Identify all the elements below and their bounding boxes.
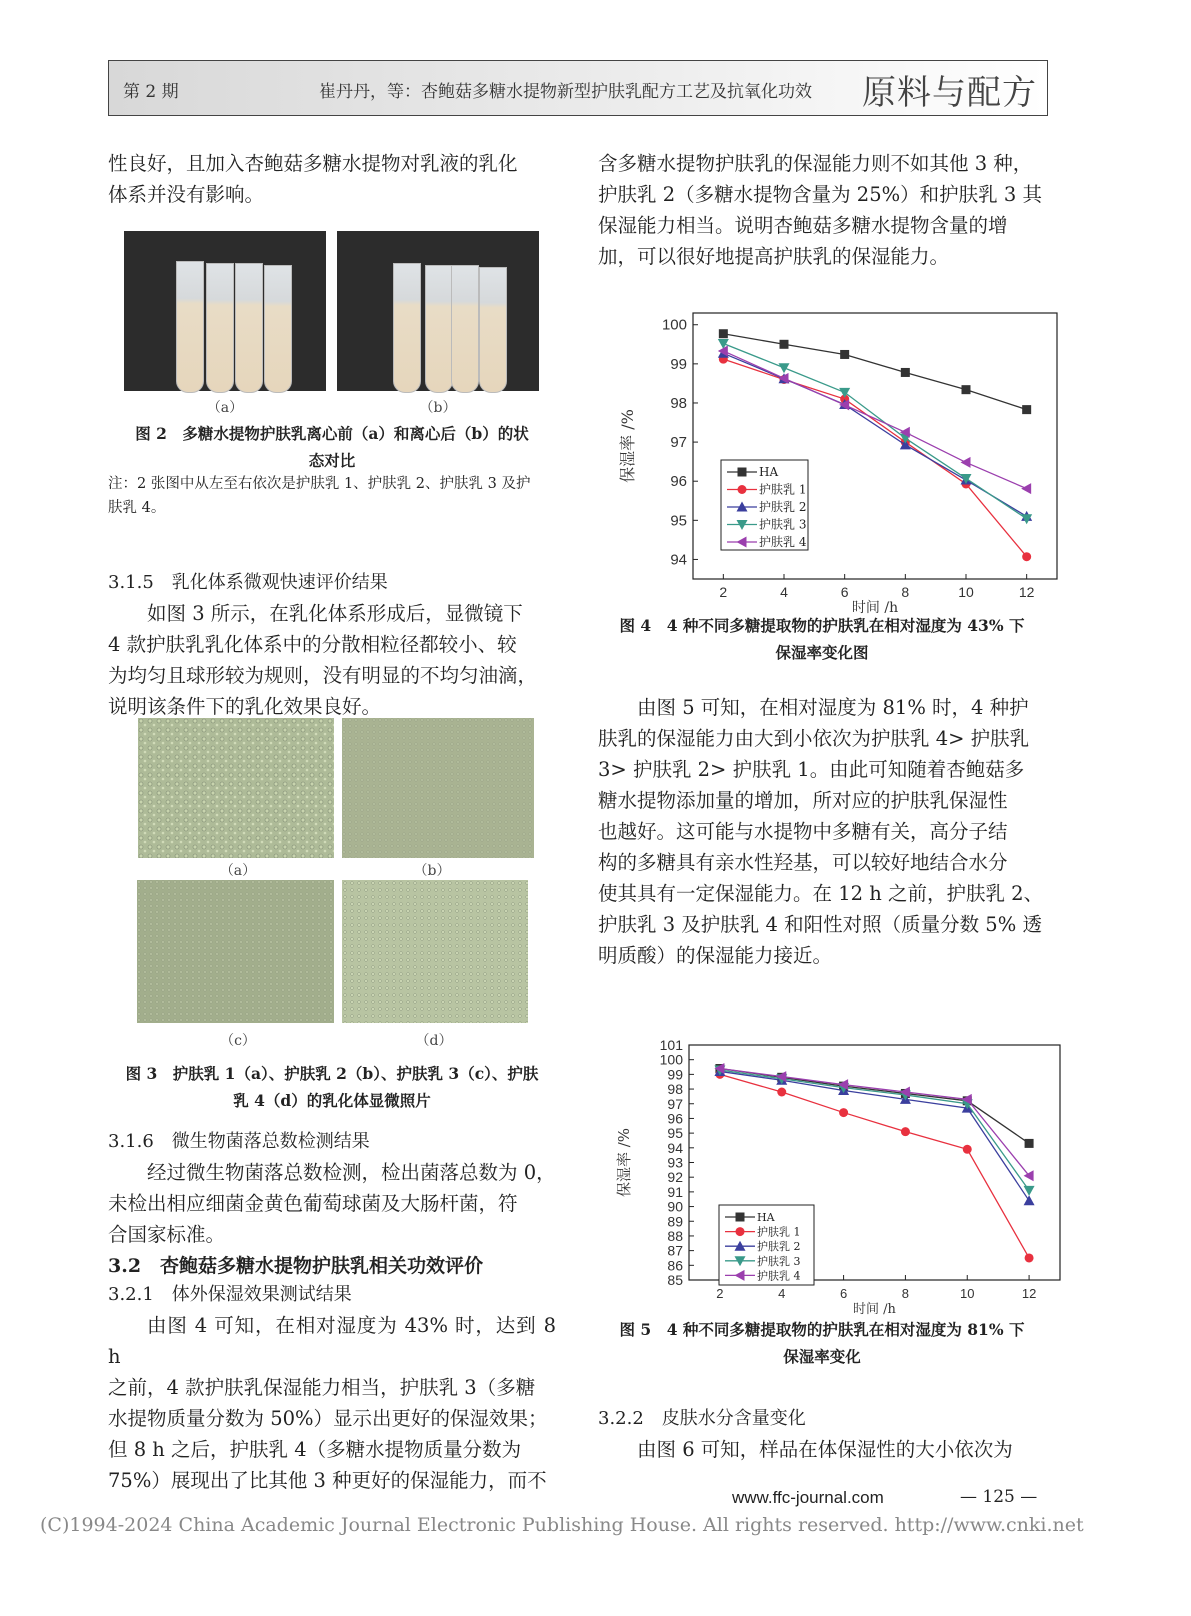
x-tick-label: 10 [958,584,974,600]
caption-line: 乳 4（d）的乳化体显微照片 [233,1091,431,1110]
text-line: 使其具有一定保湿能力。在 12 h 之前，护肤乳 2、 [598,882,1044,905]
issue-number: 第 2 期 [123,82,179,102]
y-tick-label: 96 [667,1110,683,1127]
legend-marker [736,1227,745,1236]
fig3-caption [108,1060,556,1114]
data-point [962,385,971,394]
data-point [839,388,850,398]
section-heading: 3.2.2 皮肤水分含量变化 [598,1408,806,1429]
y-tick-label: 95 [670,512,687,530]
fig3-sub-a: （a） [219,863,257,879]
y-tick-label: 98 [667,1081,683,1098]
legend [721,460,808,550]
text-line: 75%）展现出了比其他 3 种更好的保湿能力，而不 [108,1469,547,1492]
text-line: 之前，4 款护肤乳保湿能力相当，护肤乳 3（多糖 [108,1376,536,1399]
legend-marker [738,485,747,494]
caption-line: 图 3 护肤乳 1（a）、护肤乳 2（b）、护肤乳 3（c）、护肤 [125,1064,539,1083]
y-tick-label: 91 [667,1183,683,1200]
x-tick-label: 4 [780,584,788,600]
y-tick-label: 97 [670,434,687,452]
text-line: 3> 护肤乳 2> 护肤乳 1。由此可知随着杏鲍菇多 [598,758,1025,781]
caption-line: 图 5 4 种不同多糖提取物的护肤乳在相对湿度为 81% 下 [619,1320,1025,1339]
section-heading: 3.1.5 乳化体系微观快速评价结果 [108,572,388,593]
fig2-caption [108,420,556,474]
fig3a-micrograph [138,718,334,858]
section-3-1-5 [108,568,556,722]
text-line: 说明该条件下的乳化效果良好。 [108,695,382,718]
legend-label: 护肤乳 2 [759,500,807,514]
y-tick-label: 94 [667,1139,683,1156]
text-line: 由图 6 可知，样品在体保湿性的大小依次为 [637,1438,1013,1461]
legend-label: 护肤乳 4 [759,535,807,549]
series-3 [714,1065,1034,1195]
legend-label: HA [759,465,779,479]
fig4-chart [600,295,1060,616]
x-axis-label: 时间 /h [853,1302,896,1317]
page-number: — 125 — [960,1487,1038,1507]
y-tick-label: 99 [670,355,687,373]
y-tick-label: 89 [667,1213,683,1230]
legend-label: 护肤乳 2 [757,1240,801,1254]
data-point [1024,1195,1035,1205]
section-3-2 [108,1251,556,1281]
y-tick-label: 87 [667,1242,683,1259]
copyright-notice: (C)1994-2024 China Academic Journal Electronic Publishing House. All rights reserved. http://www.cnki.net [40,1514,1084,1536]
legend-label: 护肤乳 3 [759,517,807,532]
note-line: 肤乳 4。 [108,500,166,516]
text-line: 体系并没有影响。 [108,183,265,206]
section-heading: 3.2.1 体外保湿效果测试结果 [108,1284,352,1305]
running-header [108,60,1048,116]
text-line: 肤乳的保湿能力由大到小依次为护肤乳 4> 护肤乳 [598,727,1030,750]
x-tick-label: 12 [1021,1286,1037,1301]
fig2a-photo [124,231,326,391]
y-tick-label: 95 [667,1125,683,1142]
y-tick-label: 94 [670,551,687,569]
y-tick-label: 92 [667,1169,683,1186]
journal-url[interactable]: www.ffc-journal.com [732,1488,884,1507]
data-point [1025,1139,1034,1148]
fig2-note [108,472,556,520]
fig2b-photo [337,231,539,391]
text-line: 含多糖水提物护肤乳的保湿能力则不如其他 3 种， [598,152,1033,175]
tube [264,265,292,393]
caption-line: 保湿率变化图 [775,643,869,662]
fig2-sub-a: （a） [206,400,244,416]
y-tick-label: 93 [667,1154,683,1171]
caption-line: 态对比 [308,451,356,470]
y-tick-label: 88 [667,1227,683,1244]
text-line: 4 款护肤乳乳化体系中的分散相粒径都较小、较 [108,633,517,656]
legend-marker [738,468,747,477]
text-line: 也越好。这可能与水提物中多糖有关，高分子结 [598,820,1008,843]
text-line: 由图 5 可知，在相对湿度为 81% 时，4 种护 [637,696,1029,719]
tube [425,265,453,393]
data-point [840,350,849,359]
y-tick-label: 90 [667,1198,683,1215]
data-point [901,1127,910,1136]
text-line: 水提物质量分数为 50%）显示出更好的保湿效果； [108,1407,548,1430]
text-line: 护肤乳 2（多糖水提物含量为 25%）和护肤乳 3 其 [598,183,1042,206]
fig5-chart [600,1005,1060,1315]
note-line: 注：2 张图中从左至右依次是护肤乳 1、护肤乳 2、护肤乳 3 及护 [108,476,531,492]
x-tick-label: 10 [960,1286,975,1301]
fig3b-micrograph [342,718,534,858]
text-line: 明质酸）的保湿能力接近。 [598,944,833,967]
text-line: 为均匀且球形较为规则，没有明显的不均匀油滴， [108,664,538,687]
legend-label: 护肤乳 3 [757,1254,801,1268]
text-line: 由图 4 可知，在相对湿度为 43% 时，达到 8 h [108,1314,556,1368]
x-axis-label: 时间 /h [851,600,899,616]
text-line: 构的多糖具有亲水性羟基，可以较好地结合水分 [598,851,1008,874]
text-line: 未检出相应细菌金黄色葡萄球菌及大肠杆菌，符 [108,1192,518,1215]
caption-line: 图 4 4 种不同多糖提取物的护肤乳在相对湿度为 43% 下 [619,616,1025,635]
text-line: 合国家标准。 [108,1223,226,1246]
x-tick-label: 6 [840,584,849,600]
y-tick-label: 101 [659,1037,683,1053]
right-top-text [598,148,1046,272]
text-line: 经过微生物菌落总数检测，检出菌落总数为 0， [147,1161,556,1184]
fig3-sub-b: （b） [413,863,451,879]
fig3-sub-d: （d） [415,1033,453,1049]
legend-label: 护肤乳 1 [757,1225,801,1239]
data-point [963,1145,972,1154]
data-point [779,363,790,373]
tube [176,261,204,393]
x-tick-label: 8 [901,584,910,600]
section-heading: 3.2 杏鲍菇多糖水提物护肤乳相关功效评价 [108,1255,484,1277]
y-tick-label: 86 [667,1257,683,1274]
data-point [839,1108,848,1117]
y-tick-label: 100 [659,1051,683,1068]
legend [719,1205,814,1285]
column-name: 原料与配方 [862,73,1037,113]
x-tick-label: 4 [778,1286,786,1301]
right-mid-text [598,692,1046,971]
y-tick-label: 97 [667,1095,683,1112]
x-tick-label: 6 [839,1286,848,1301]
fig4-caption [598,612,1046,666]
legend-marker [736,1213,745,1222]
tube [451,265,479,393]
tube [235,263,263,393]
section-3-2-2 [598,1404,1046,1465]
x-tick-label: 8 [901,1286,910,1301]
text-line: 如图 3 所示，在乳化体系形成后，显微镜下 [147,602,523,625]
data-point [777,1088,786,1097]
fig5-caption [598,1316,1046,1370]
data-point [1025,1253,1034,1262]
text-line: 护肤乳 3 及护肤乳 4 和阳性对照（质量分数 5% 透 [598,913,1042,936]
data-point [1022,552,1031,561]
fig3c-micrograph [137,880,334,1023]
tube [479,267,507,393]
caption-line: 保湿率变化 [783,1347,861,1366]
legend-label: 护肤乳 4 [757,1269,801,1283]
legend-label: 护肤乳 1 [759,482,807,497]
caption-line: 图 2 多糖水提物护肤乳离心前（a）和离心后（b）的状 [135,424,529,443]
data-point [1021,483,1031,494]
x-tick-label: 2 [716,1286,724,1301]
x-tick-label: 2 [719,584,728,600]
y-tick-label: 99 [667,1066,683,1083]
data-point [901,368,910,377]
text-line: 糖水提物添加量的增加，所对应的护肤乳保湿性 [598,789,1008,812]
x-tick-label: 12 [1018,584,1035,600]
tube [393,263,421,393]
text-line: 加，可以很好地提高护肤乳的保湿能力。 [598,245,950,268]
section-3-2-1 [108,1280,556,1496]
text-line: 性良好，且加入杏鲍菇多糖水提物对乳液的乳化 [108,152,518,175]
y-tick-label: 100 [661,316,687,334]
tube [206,263,234,393]
data-point [961,457,971,468]
data-point [719,329,728,338]
section-3-1-6 [108,1127,556,1250]
y-axis-label: 保湿率 /% [618,409,637,483]
section-heading: 3.1.6 微生物菌落总数检测结果 [108,1131,370,1152]
text-line: 但 8 h 之后，护肤乳 4（多糖水提物质量分数为 [108,1438,522,1461]
fig2-sub-b: （b） [419,400,457,416]
fig3d-micrograph [342,880,528,1023]
data-point [1024,1170,1034,1181]
data-point [1022,405,1031,414]
fig3-sub-c: （c） [220,1033,256,1049]
y-tick-label: 98 [670,394,687,412]
left-intro [108,148,556,210]
y-tick-label: 96 [670,473,687,491]
y-axis-label: 保湿率 /% [615,1127,633,1198]
data-point [780,340,789,349]
legend-label: HA [757,1211,775,1224]
running-title: 崔丹丹，等：杏鲍菇多糖水提物新型护肤乳配方工艺及抗氧化功效 [319,82,812,102]
y-tick-label: 85 [667,1272,683,1288]
text-line: 保湿能力相当。说明杏鲍菇多糖水提物含量的增 [598,214,1008,237]
